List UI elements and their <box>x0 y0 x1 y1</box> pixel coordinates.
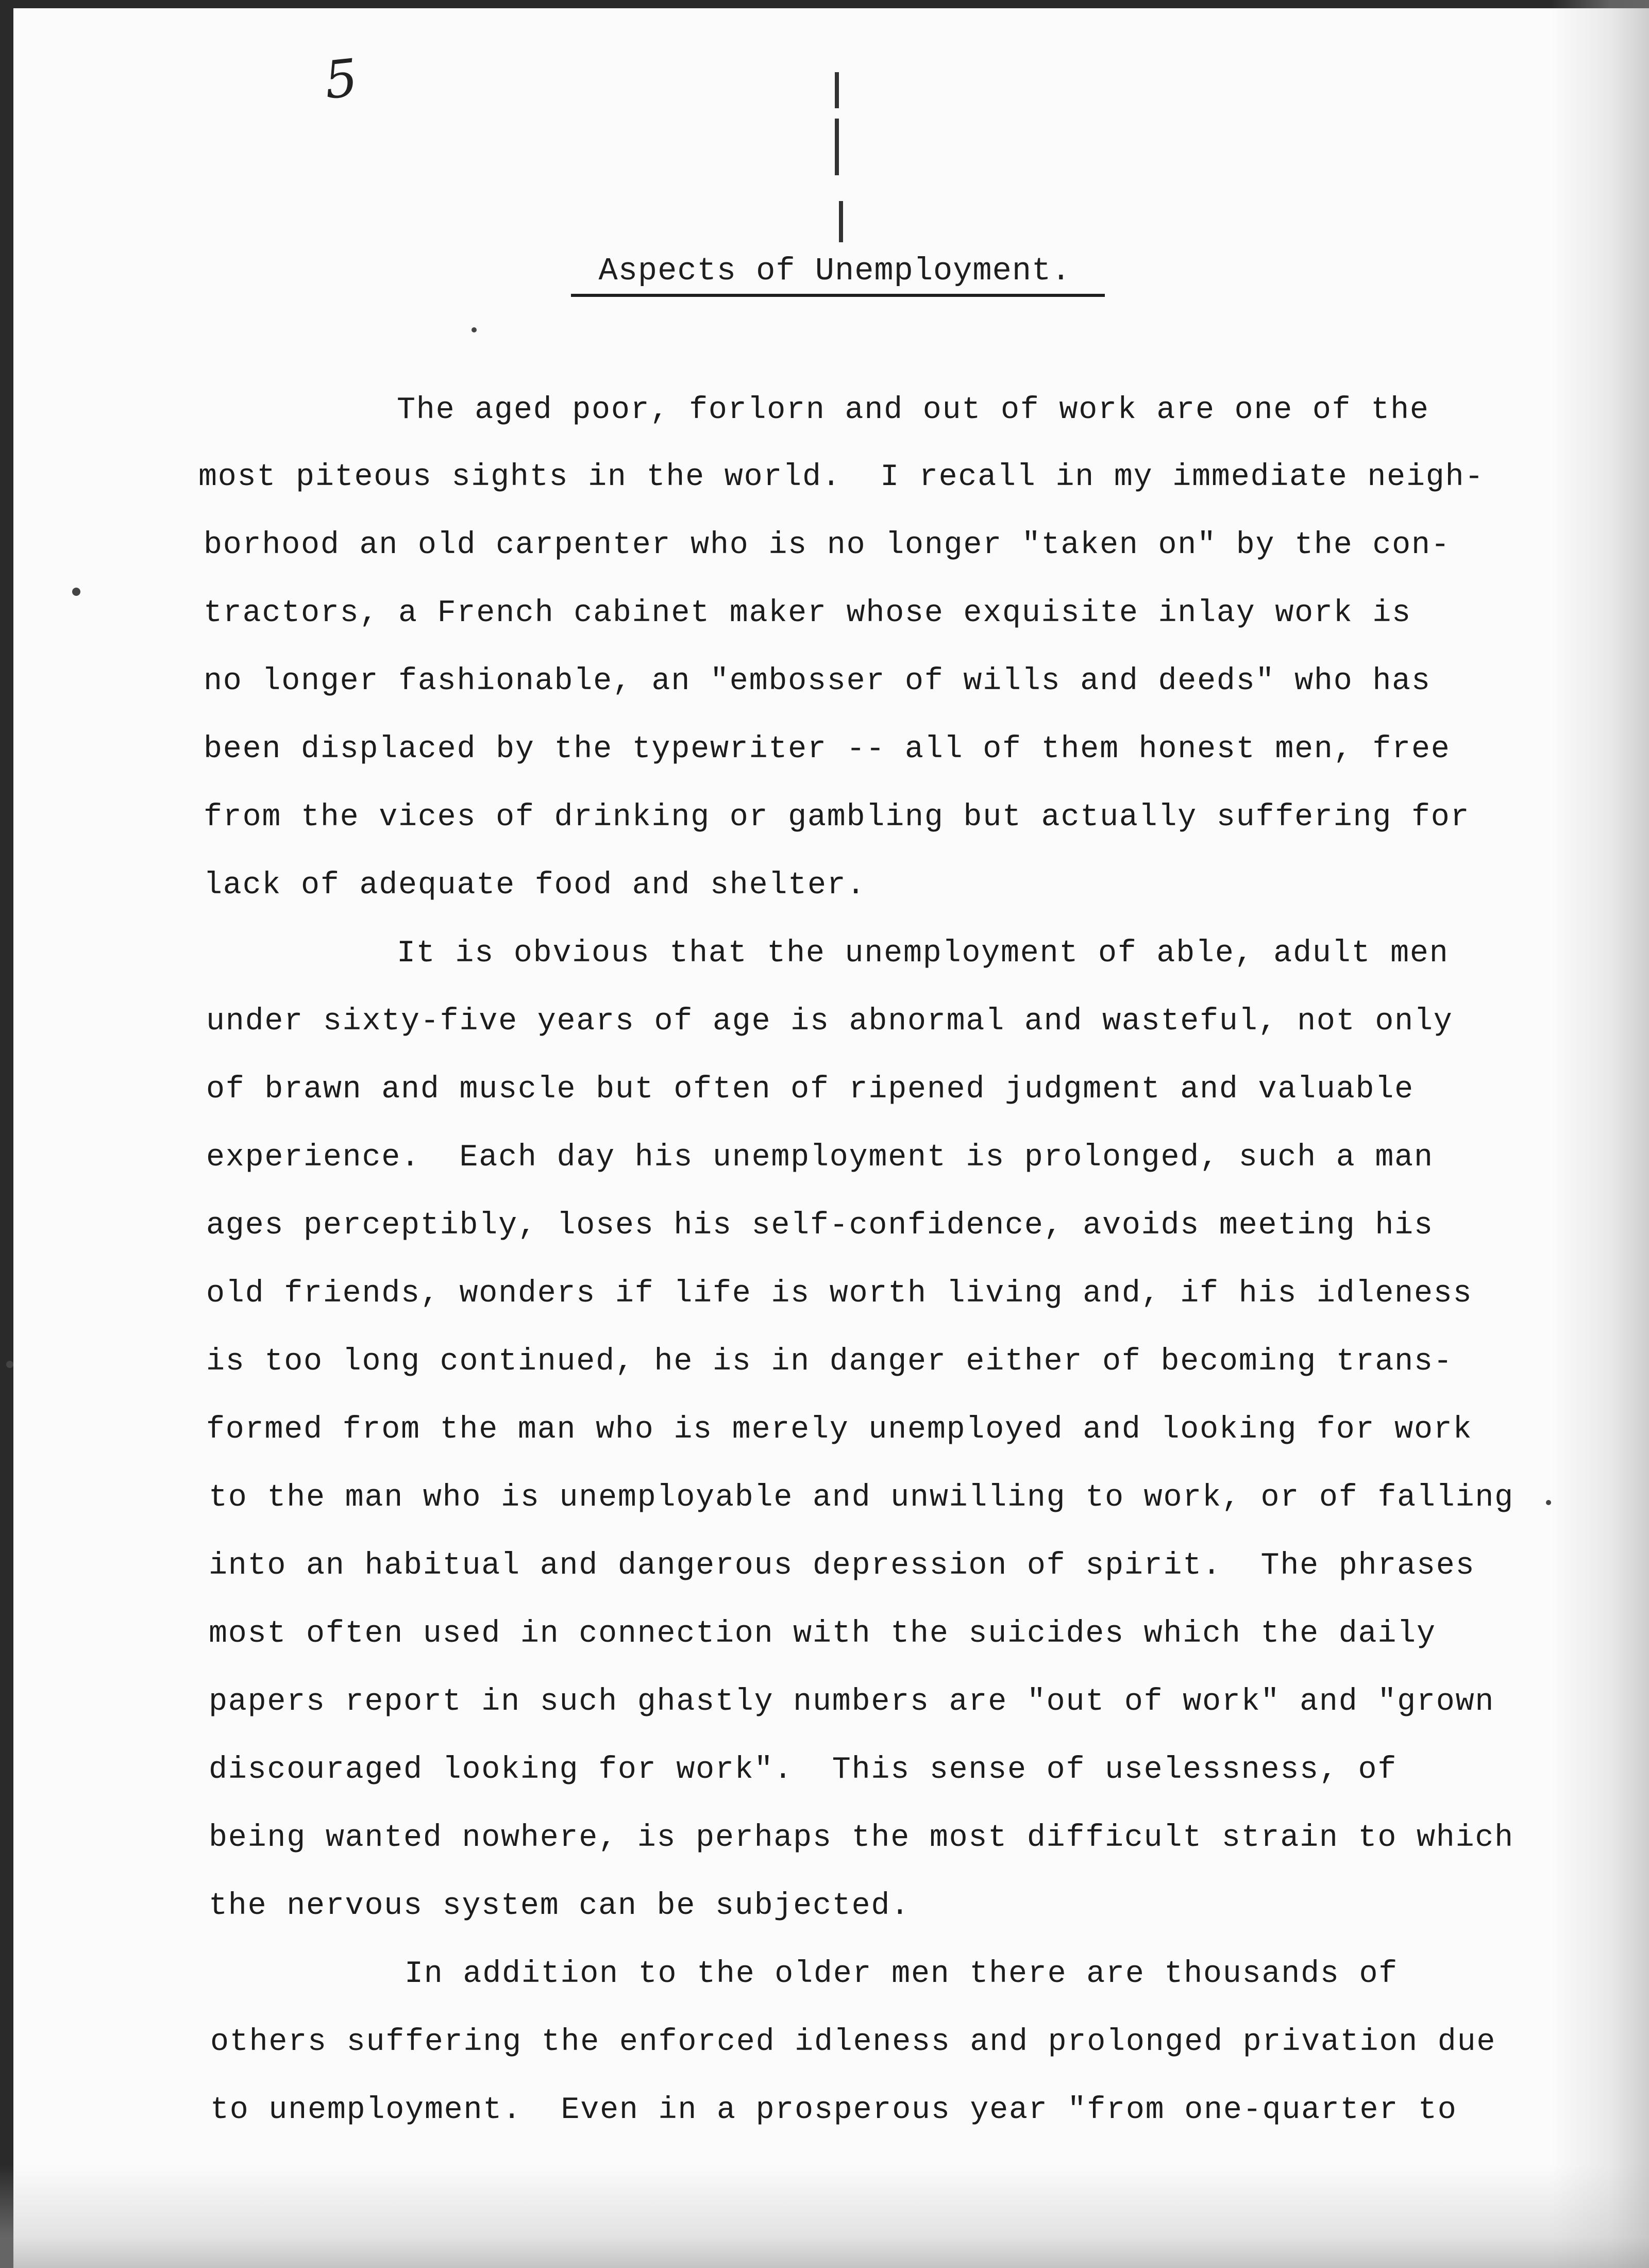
text-line: In addition to the older men there are thousands of <box>405 1957 1399 1992</box>
text-line: lack of adequate food and shelter. <box>204 868 866 903</box>
page-number: 5 <box>322 47 361 111</box>
ink-speck <box>6 1361 13 1368</box>
title-underline <box>571 294 1105 297</box>
text-line: experience. Each day his unemployment is prolonged, such a man <box>206 1140 1434 1175</box>
text-line: been displaced by the typewriter -- all of them honest men, free <box>204 732 1451 767</box>
text-line: old friends, wonders if life is worth living and, if his idleness <box>206 1276 1473 1311</box>
text-line: most often used in connection with the suicides which the daily <box>209 1616 1436 1652</box>
text-line: being wanted nowhere, is perhaps the most difficult strain to which <box>209 1821 1514 1856</box>
text-line: most piteous sights in the world. I recall in my immediate neigh- <box>198 460 1485 495</box>
text-line: from the vices of drinking or gambling but actually suffering for <box>204 800 1470 835</box>
text-line: to the man who is unemployable and unwilling to work, or of falling <box>209 1480 1514 1515</box>
fold-mark <box>835 72 839 108</box>
text-line: into an habitual and dangerous depression of spirit. The phrases <box>209 1548 1475 1583</box>
scan-edge-top <box>0 0 1649 8</box>
text-line: to unemployment. Even in a prosperous year "from one-quarter to <box>210 2093 1457 2128</box>
scan-shadow-right <box>1551 0 1649 2268</box>
text-line: papers report in such ghastly numbers are "out of work" and "grown <box>209 1685 1495 1720</box>
ink-speck <box>72 588 80 596</box>
text-line: The aged poor, forlorn and out of work are one of the <box>397 393 1429 428</box>
text-line: tractors, a French cabinet maker whose exquisite inlay work is <box>204 596 1411 631</box>
scan-shadow-bottom <box>0 2165 1649 2268</box>
text-line: the nervous system can be subjected. <box>209 1889 911 1924</box>
text-line: It is obvious that the unemployment of able, adult men <box>397 936 1449 971</box>
scan-edge-left <box>0 0 13 2268</box>
ink-speck <box>1546 1500 1551 1505</box>
text-line: borhood an old carpenter who is no longer "taken on" by the con- <box>204 528 1451 563</box>
text-line: formed from the man who is merely unemployed and looking for work <box>206 1412 1473 1447</box>
fold-mark <box>835 119 839 175</box>
text-line: under sixty-five years of age is abnormal and wasteful, not only <box>206 1004 1453 1039</box>
text-line: ages perceptibly, loses his self-confidence, avoids meeting his <box>206 1208 1434 1243</box>
ink-speck <box>472 327 477 332</box>
text-line: of brawn and muscle but often of ripened judgment and valuable <box>206 1072 1414 1107</box>
text-line: is too long continued, he is in danger either of becoming trans- <box>206 1344 1453 1379</box>
document-title: Aspects of Unemployment. <box>598 253 1071 289</box>
text-line: discouraged looking for work". This sense of uselessness, of <box>209 1753 1398 1788</box>
fold-mark <box>839 201 843 242</box>
text-line: others suffering the enforced idleness and prolonged privation due <box>210 2025 1496 2060</box>
text-line: no longer fashionable, an "embosser of wills and deeds" who has <box>204 664 1431 699</box>
